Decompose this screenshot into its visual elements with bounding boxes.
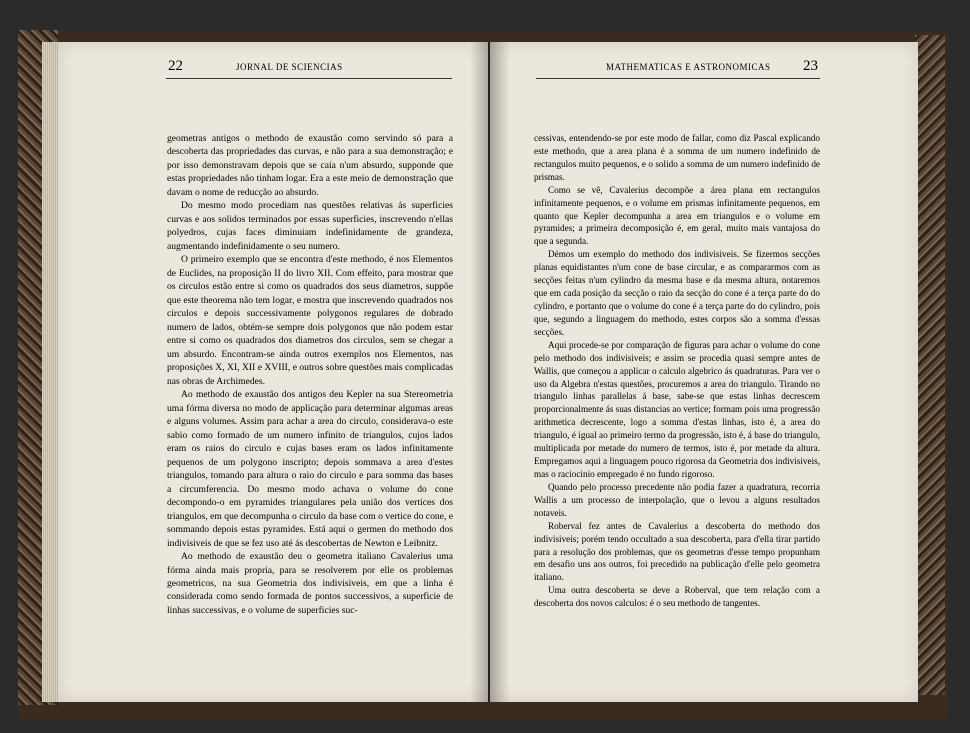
paragraph: Démos um exemplo do methodo dos indivisiveis. Se fizermos secções planas equidistantes n'um cone de base circular, e as compararmos com as secções feitas n'um cylindro da mesma base e da mesma altura, notaremos que em cada posição da secção o raio da secção do cone é a terça parte do do cylindro, e portanto que o volume do cone é a terça parte do do cylindro, pois que, segundo a linguagem do methodo, estes corpos são a somma d'essas secções.: [534, 249, 820, 337]
paragraph: Uma outra descoberta se deve a Roberval, que tem relação com a descoberta dos novos calculos: é o seu methodo de tangentes.: [534, 585, 820, 609]
left-page-number: 22: [168, 58, 183, 74]
right-page-number: 23: [803, 58, 818, 74]
marbled-cover-right: [915, 35, 945, 695]
paragraph: Quando pelo processo precedente não podia fazer a quadratura, recorria Wallis a um processo de interpolação, que o levou a alguns resultados notaveis.: [534, 481, 820, 518]
left-running-head: JORNAL DE SCIENCIAS: [236, 62, 343, 72]
paragraph: Ao methodo de exaustão deu o geometra italiano Cavalerius uma fórma ainda mais propria, para se resolverem por elle os problemas geometricos, na sua Geometria dos indivisiveis, em que a linha é considerada como sendo formada de pontos successivos, a superficie de linhas successivas, e o volume de superficies suc-: [167, 551, 453, 616]
left-header-rule: [166, 78, 452, 79]
left-page-body: [167, 132, 453, 617]
paragraph: O primeiro exemplo que se encontra d'este methodo, é nos Elementos de Euclides, na proposição II do livro XII. Com effeito, para mostrar que os circulos estão entre si como os quadrados dos seus diametros, suppõe que este theorema não tem logar, e mostra que inscrevendo quadrados nos circulos e depois successivamente polygonos regulares de dobrado numero de lados, obtém-se sempre dois polygonos que não podem estar entre si como os quadrados dos diametros dos circulos, sem se chegar a um absurdo. Encontram-se ainda outros exemplos nos Elementos, nas proposições X, XI, XII e XVIII, e outros sobre questões mais complicadas nas obras de Archimedes.: [167, 254, 453, 387]
paragraph: Aqui procede-se por comparação de figuras para achar o volume do cone pelo methodo dos indivisiveis; e assim se procedia quasi sempre antes de Wallis, que começou a applicar o calculo algebrico ás quadraturas. Para ver o uso da Algebra n'estas questões, procuremos a area do triangulo. Tirando no triangulo linhas parallelas á base, sabe-se que estas linhas decrescem proporcionalmente ás suas distancias ao vertice; formam pois uma progressão arithmetica decrescente, logo a somma d'estas linhas, isto é, a area do triangulo, é igual ao primeiro termo da progressão, isto é, á base do triangulo, multiplicada por metade do numero de termos, isto é, por metade da altura. Empregamos aqui a linguagem pouco rigorosa da Geometria dos indivisiveis, mas o raciocinio empregado é no fundo rigoroso.: [534, 339, 821, 479]
paragraph: geometras antigos o methodo de exaustão como servindo só para a descoberta das propriedades das curvas, e não para a sua demonstração; e por isso demonstravam depois que se caía n'um absurdo, supponde que estas propriedades não tinham logar. Era a este meio de demonstração que davam o nome de reducção ao absurdo.: [167, 133, 453, 198]
right-header-rule: [536, 78, 820, 79]
paragraph: Do mesmo modo procediam nas questões relativas ás superficies curvas e aos solidos terminados por essas superficies, inscrevendo n'ellas polyedros, cujas faces diminuiam indefinidamente de grandeza, augmentando indefinidamente o seu numero.: [167, 200, 453, 252]
paragraph: Como se vê, Cavalerius decompõe a área plana em rectangulos infinitamente pequenos, e o volume em prismas infinitamente pequenos, em quanto que Kepler decompunha a area em triangulos e o volume em pyramides; a primeira decomposição é, em geral, muito mais vantajosa do que a segunda.: [534, 184, 820, 247]
paragraph: cessivas, entendendo-se por este modo de fallar, como diz Pascal explicando este methodo, que a area plana é a somma de um numero indefinido de rectangulos muito pequenos, e o solido a somma de um numero indefinido de prismas.: [534, 133, 820, 182]
paragraph: Roberval fez antes de Cavalerius a descoberta do methodo dos indivisiveis; porém tendo occultado a sua descoberta, para d'ella tirar partido para a resolução dos problemas, que os geometras d'esse tempo propunham em desafio uns aos outros, foi precedido na publicação d'elle pelo geometra italiano.: [534, 520, 820, 583]
paragraph: Ao methodo de exaustão dos antigos deu Kepler na sua Stereometria uma fórma diversa no modo de applicação para determinar algumas areas e alguns volumes. Assim para achar a area do circulo, considerava-o este sabio como formado de um numero infinito de triangulos, cujos lados eram os raios do circulo e cujas bases eram os lados infinitamente pequenos de um polygono inscripto; depois sommava a area d'estes triangulos, tomando para altura o raio do circulo e para somma das bases a circumferencia. Do mesmo modo achava o volume do cone decompondo-o em pyramides triangulares pela união dos vertices dos triangulos, em que decompunha o circulo da base com o vertice do cone, e sommando depois estas pyramides. Está aqui o germen do methodo dos indivisiveis de que se fez uso até ás descobertas de Newton e Leibnitz.: [167, 389, 453, 549]
right-page-body: [534, 132, 820, 610]
right-running-head: MATHEMATICAS E ASTRONOMICAS: [606, 62, 771, 72]
